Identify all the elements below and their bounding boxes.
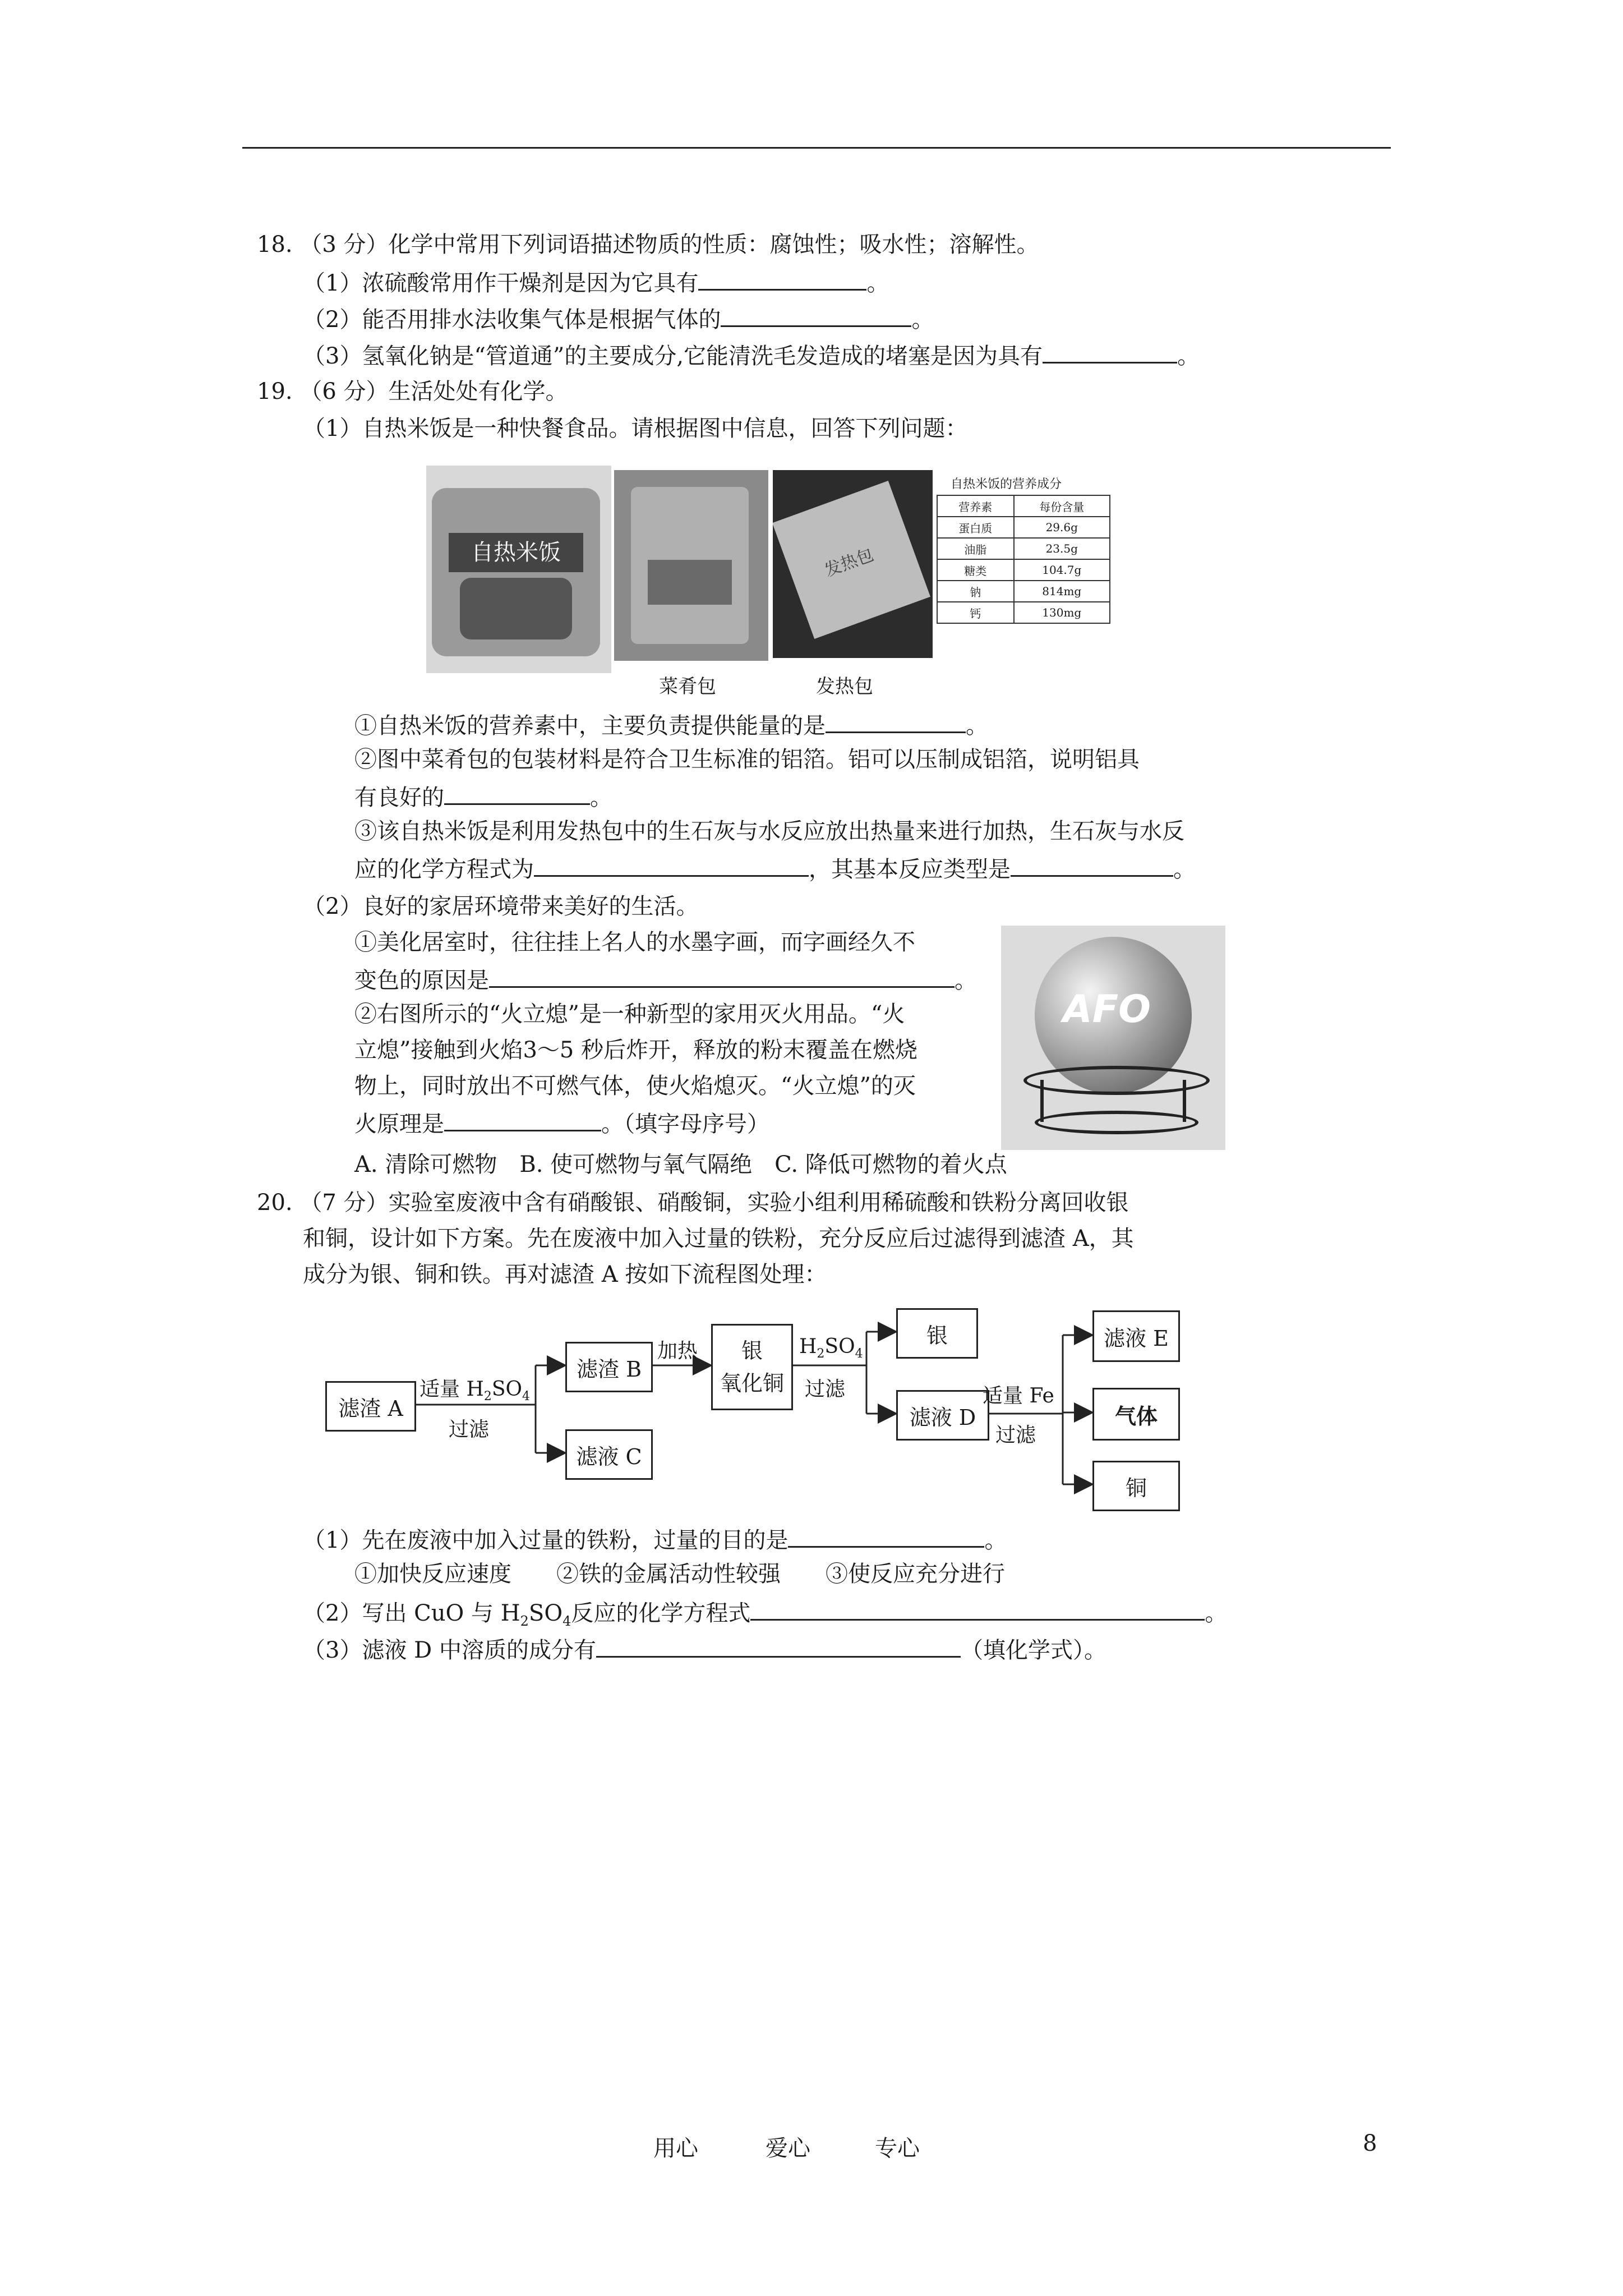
flow-box-e: 滤液 E bbox=[1092, 1310, 1180, 1362]
afo-logo: AFO bbox=[1063, 987, 1151, 1032]
q19-c2a: ②图中菜肴包的包装材料是符合卫生标准的铝箔。铝可以压制成铝箔，说明铝具 bbox=[354, 747, 1140, 772]
q19-c3a: ③该自热米饭是利用发热包中的生石灰与水反应放出热量来进行加热，生石灰与水反 bbox=[354, 818, 1184, 844]
nutrition-title: 自热米饭的营养成分 bbox=[951, 477, 1062, 491]
q18-stem: 18. （3 分）化学中常用下列词语描述物质的性质：腐蚀性；吸水性；溶解性。 bbox=[257, 232, 1039, 257]
q18-sub1: （1）浓硫酸常用作干燥剂是因为它具有 。 bbox=[303, 266, 889, 298]
flow-box-b: 滤渣 B bbox=[565, 1342, 653, 1392]
heat-pack-label: 发热包 bbox=[822, 545, 877, 581]
q19-d2d: 火原理是 。（填字母序号） bbox=[354, 1107, 769, 1139]
q19-d2a: ②右图所示的“火立熄”是一种新型的家用灭火用品。“火 bbox=[354, 1001, 905, 1027]
footer-motto-2: 爱心 bbox=[766, 2136, 810, 2161]
nutrient-amount: 104.7g bbox=[1014, 559, 1110, 581]
nutrient-amount: 23.5g bbox=[1014, 538, 1110, 559]
caption-dish-pack: 菜肴包 bbox=[659, 675, 716, 698]
q19-d1a: ①美化居室时，往往挂上名人的水墨字画，而字画经久不 bbox=[354, 930, 915, 955]
q19-d2c: 物上，同时放出不可燃气体，使火焰熄灭。“火立熄”的灭 bbox=[354, 1073, 916, 1099]
page-number: 8 bbox=[1363, 2131, 1377, 2156]
flow-label-h2so4-2: $H_2SO_4$ bbox=[799, 1335, 863, 1361]
footer-motto-3: 专心 bbox=[875, 2136, 920, 2161]
q20-stem-c: 成分为银、铜和铁。再对滤渣 A 按如下流程图处理： bbox=[303, 1262, 827, 1287]
flow-label-fe: 适量 Fe bbox=[983, 1384, 1054, 1407]
q20-sub2: （2）写出 CuO 与 $H_2SO_4$反应的化学方程式 。 bbox=[303, 1596, 1227, 1636]
flow-label-filter-2: 过滤 bbox=[805, 1378, 846, 1401]
nutrient-amount: 130mg bbox=[1014, 602, 1110, 623]
q18-sub3: （3）氢氧化钠是“管道通”的主要成分,它能清洗毛发造成的堵塞是因为具有 。 bbox=[303, 339, 1200, 371]
flow-label-filter-3: 过滤 bbox=[995, 1424, 1036, 1447]
q20-sub1-options: ①加快反应速度 ②铁的金属活动性较强 ③使反应充分进行 bbox=[354, 1561, 1005, 1587]
nutrition-header: 营养素 bbox=[937, 495, 1014, 517]
footer-motto-1: 用心 bbox=[653, 2136, 698, 2161]
nutrient-amount: 814mg bbox=[1014, 581, 1110, 602]
flow-box-c: 滤液 C bbox=[565, 1429, 653, 1480]
nutrient-name: 钙 bbox=[937, 602, 1014, 623]
q20-stem-b: 和铜，设计如下方案。先在废液中加入过量的铁粉，充分反应后过滤得到滤渣 A，其 bbox=[303, 1226, 1134, 1251]
flow-box-ag-cuo-line2: 氧化铜 bbox=[720, 1371, 784, 1396]
flow-box-gas: 气体 bbox=[1092, 1388, 1180, 1441]
q19-part2: （2）良好的家居环境带来美好的生活。 bbox=[303, 894, 699, 919]
flow-box-ag-cuo-line1: 银 bbox=[741, 1338, 763, 1363]
nutrient-name: 蛋白质 bbox=[937, 517, 1014, 538]
nutrient-name: 糖类 bbox=[937, 559, 1014, 581]
q19-options: A. 清除可燃物 B. 使可燃物与氧气隔绝 C. 降低可燃物的着火点 bbox=[354, 1152, 1007, 1177]
nutrient-name: 油脂 bbox=[937, 538, 1014, 559]
flow-box-d: 滤液 D bbox=[896, 1390, 989, 1441]
rice-box-label: 自热米饭 bbox=[449, 533, 583, 572]
q19-d2b: 立熄”接触到火焰3～5 秒后炸开，释放的粉末覆盖在燃烧 bbox=[354, 1037, 918, 1063]
flow-box-ag: 银 bbox=[896, 1308, 978, 1359]
q19-c3b: 应的化学方程式为 ，其基本反应类型是 。 bbox=[354, 853, 1196, 884]
nutrient-amount: 29.6g bbox=[1014, 517, 1110, 538]
q20-sub3: （3）滤液 D 中溶质的成分有 （填化学式）。 bbox=[303, 1634, 1106, 1665]
q18-sub2: （2）能否用排水法收集气体是根据气体的 。 bbox=[303, 303, 934, 334]
q20-sub1: （1）先在废液中加入过量的铁粉，过量的目的是 。 bbox=[303, 1524, 1007, 1555]
flow-label-heat: 加热 bbox=[657, 1340, 698, 1363]
q19-c1: ①自热米饭的营养素中，主要负责提供能量的是 。 bbox=[354, 709, 988, 740]
flow-box-cu: 铜 bbox=[1092, 1461, 1180, 1511]
q19-d1b: 变色的原因是 。 bbox=[354, 964, 977, 995]
q20-stem-a: 20. （7 分）实验室废液中含有硝酸银、硝酸铜，实验小组利用稀硫酸和铁粉分离回收银 bbox=[257, 1190, 1129, 1216]
flow-box-a: 滤渣 A bbox=[325, 1381, 416, 1432]
nutrition-header: 每份含量 bbox=[1014, 495, 1110, 517]
flow-label-h2so4-1: 适量 $H_2SO_4$ bbox=[419, 1378, 531, 1404]
q19-stem: 19. （6 分）生活处处有化学。 bbox=[257, 379, 568, 404]
flow-label-filter-1: 过滤 bbox=[449, 1418, 490, 1441]
caption-heat-pack: 发热包 bbox=[816, 675, 873, 698]
nutrient-name: 钠 bbox=[937, 581, 1014, 602]
flow-box-ag-cuo bbox=[711, 1324, 793, 1410]
q19-part1: （1）自热米饭是一种快餐食品。请根据图中信息，回答下列问题： bbox=[303, 416, 968, 441]
q19-c2b: 有良好的 。 bbox=[354, 781, 612, 812]
